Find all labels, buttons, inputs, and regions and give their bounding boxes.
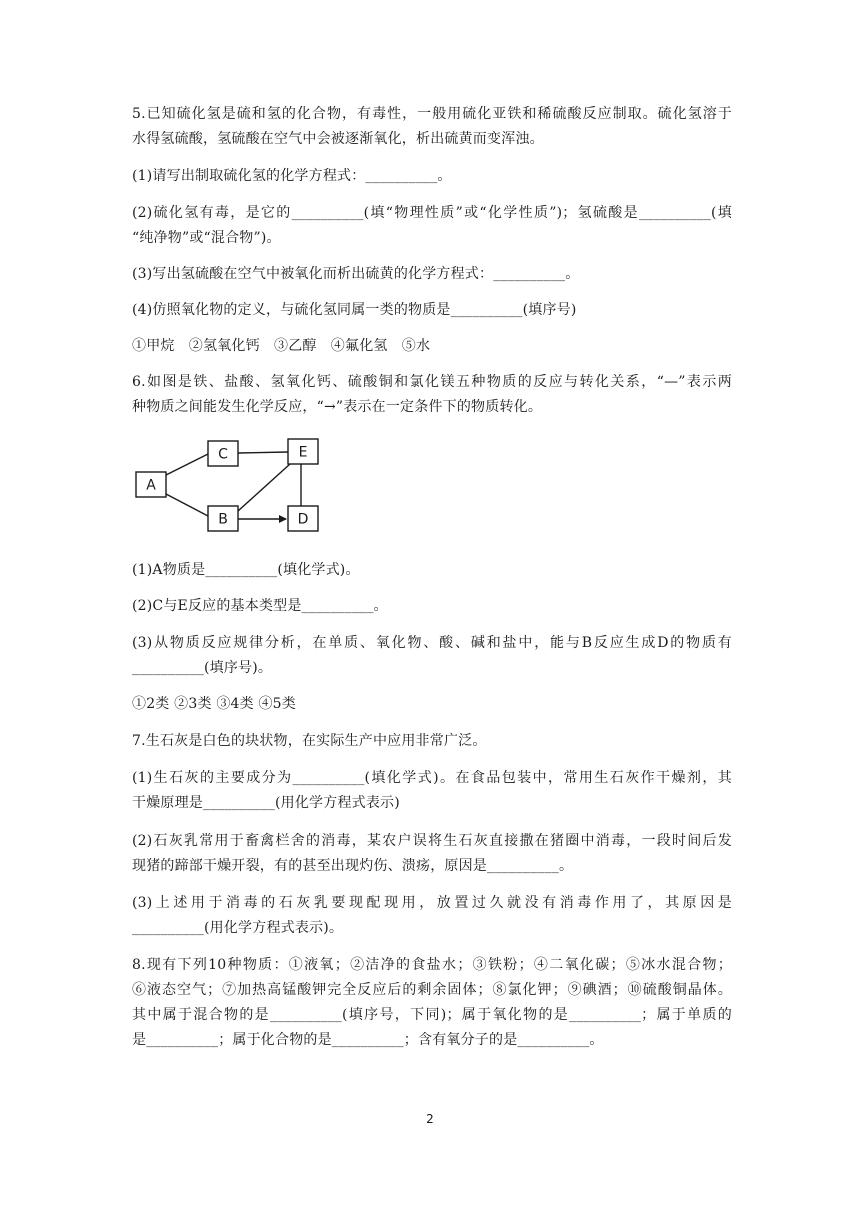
q8-line1: 8.现有下列10种物质：①液氧；②洁净的食盐水；③铁粉；④二氧化碳；⑤冰水混合物； <box>132 957 732 973</box>
q6-options: ①2类 ②3类 ③4类 ④5类 <box>132 696 296 712</box>
node-e-label: E <box>298 444 308 461</box>
q6-sub1: (1)A物质是__________(填化学式)。 <box>132 562 360 578</box>
q7-sub3-line2: __________(用化学方程式表示)。 <box>132 920 344 936</box>
q6-sub3-line2: __________(填序号)。 <box>132 660 273 676</box>
q6-sub2: (2)C与E反应的基本类型是__________。 <box>132 598 388 614</box>
q8-line2: ⑥液态空气；⑦加热高锰酸钾完全反应后的剩余固体；⑧氯化钾；⑨碘酒；⑩硫酸铜晶体。 <box>132 982 732 998</box>
node-a-label: A <box>146 477 156 494</box>
page-number: 2 <box>426 1112 434 1126</box>
q6-sub3-line1: (3)从物质反应规律分析，在单质、氧化物、酸、碱和盐中，能与B反应生成D的物质有 <box>132 635 732 651</box>
node-b-label: B <box>218 511 228 528</box>
edge-a-b <box>166 494 208 516</box>
q7-sub1-line1: (1)生石灰的主要成分为__________(填化学式)。在食品包装中，常用生石灰作干燥剂，其 <box>132 770 732 786</box>
edge-a-c <box>166 454 208 475</box>
q5-stem-line2: 水得氢硫酸，氢硫酸在空气中会被逐渐氧化，析出硫黄而变浑浊。 <box>132 131 544 147</box>
q5-sub4: (4)仿照氧化物的定义，与硫化氢同属一类的物质是__________(填序号) <box>132 302 577 318</box>
q5-sub1: (1)请写出制取硫化氢的化学方程式：__________。 <box>132 168 452 184</box>
edge-b-e <box>238 464 290 511</box>
q8-line3: 其中属于混合物的是__________(填序号，下同)；属于氧化物的是__________；属于单质的 <box>132 1007 732 1023</box>
q7-sub2-line2: 现猪的蹄部干燥开裂，有的甚至出现灼伤、溃疡，原因是__________。 <box>132 858 574 874</box>
q7-sub3-line1: (3)上述用于消毒的石灰乳要现配现用，放置过久就没有消毒作用了，其原因是 <box>132 895 732 911</box>
q5-sub2-line1: (2)硫化氢有毒，是它的__________(填“物理性质”或“化学性质”)；氢硫酸是__________(填 <box>132 205 732 221</box>
q8-line4: 是__________；属于化合物的是__________；含有氧分子的是__________。 <box>132 1032 604 1048</box>
q5-options: ①甲烷 ②氢氧化钙 ③乙醇 ④氟化氢 ⑤水 <box>132 338 431 354</box>
q7-sub2-line1: (2)石灰乳常用于畜禽栏舍的消毒，某农户误将生石灰直接撒在猪圈中消毒，一段时间后发 <box>132 833 732 849</box>
edge-c-e <box>238 452 288 453</box>
q6-stem-line2: 种物质之间能发生化学反应，“→”表示在一定条件下的物质转化。 <box>132 399 543 415</box>
node-d-label: D <box>297 511 309 528</box>
node-c-label: C <box>218 446 228 463</box>
q7-sub1-line2: 干燥原理是__________(用化学方程式表示) <box>132 795 400 811</box>
q5-sub3: (3)写出氢硫酸在空气中被氧化而析出硫黄的化学方程式：__________。 <box>132 266 580 282</box>
q5-sub2-line2: “纯净物”或“混合物”)。 <box>132 230 281 246</box>
q6-stem-line1: 6.如图是铁、盐酸、氢氧化钙、硫酸铜和氯化镁五种物质的反应与转化关系，“—”表示两 <box>132 374 732 390</box>
reaction-diagram <box>128 432 328 538</box>
q7-stem: 7.生石灰是白色的块状物，在实际生产中应用非常广泛。 <box>132 733 487 749</box>
q5-stem-line1: 5.已知硫化氢是硫和氢的化合物，有毒性，一般用硫化亚铁和稀硫酸反应制取。硫化氢溶于 <box>132 106 732 122</box>
